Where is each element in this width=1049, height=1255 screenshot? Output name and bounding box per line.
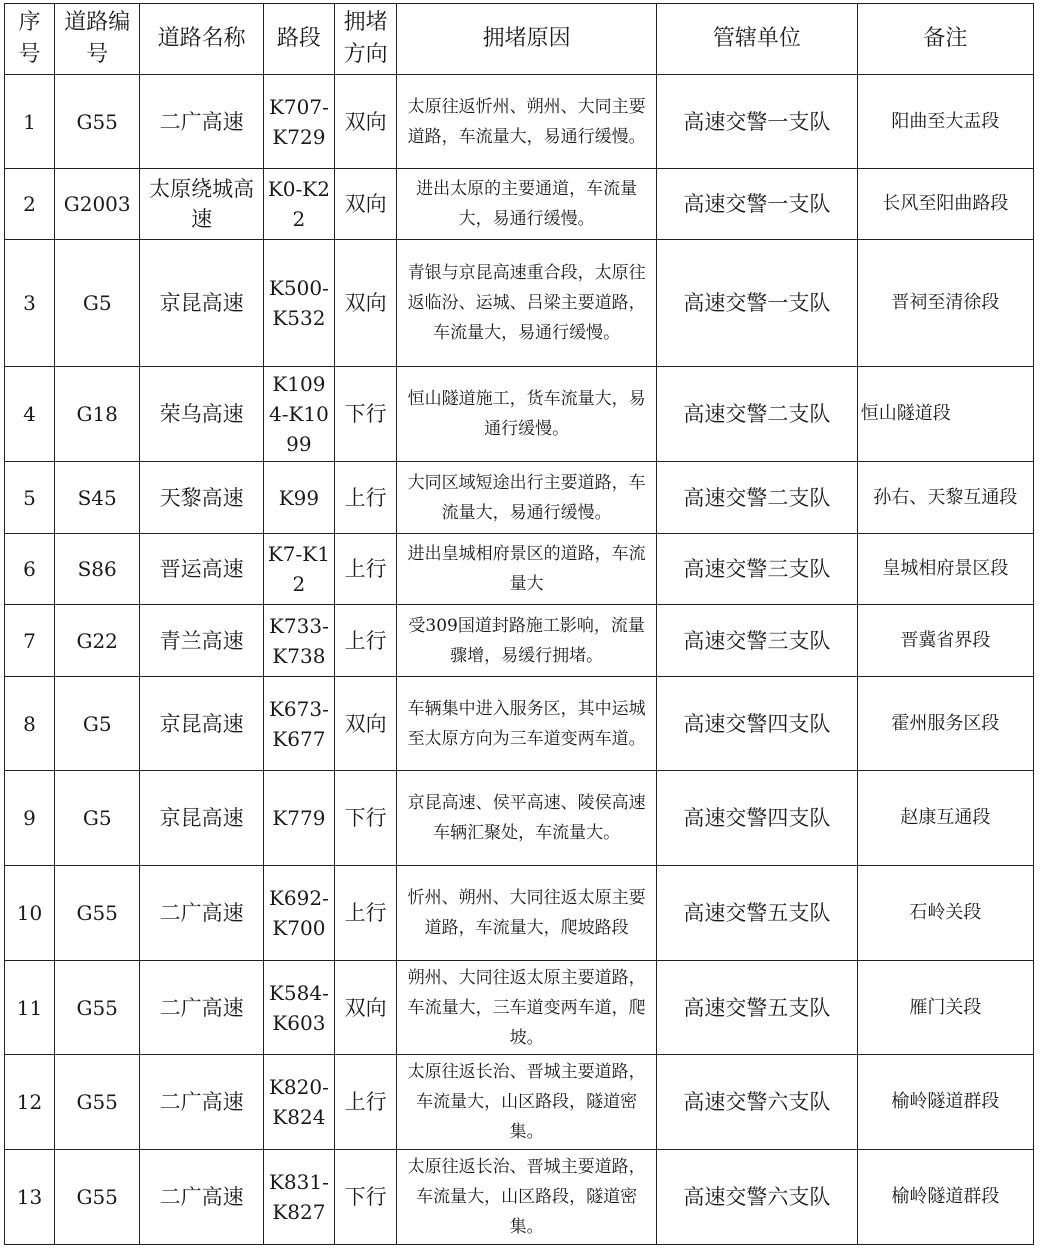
cell-no: 1 <box>5 75 55 169</box>
cell-no: 2 <box>5 169 55 240</box>
cell-unit: 高速交警一支队 <box>657 75 858 169</box>
cell-reason: 京昆高速、侯平高速、陵侯高速车辆汇聚处，车流量大。 <box>397 771 657 866</box>
cell-segment: K820-K824 <box>263 1055 334 1150</box>
cell-no: 13 <box>5 1150 55 1245</box>
cell-name: 二广高速 <box>140 1055 263 1150</box>
cell-note: 晋冀省界段 <box>857 605 1033 677</box>
cell-direction: 下行 <box>335 367 397 462</box>
cell-no: 10 <box>5 866 55 961</box>
cell-reason: 车辆集中进入服务区，其中运城至太原方向为三车道变两车道。 <box>397 677 657 771</box>
cell-direction: 下行 <box>335 771 397 866</box>
table-row <box>5 1055 1034 1150</box>
cell-note: 霍州服务区段 <box>857 677 1033 771</box>
cell-segment: K692-K700 <box>263 866 334 961</box>
cell-reason: 青银与京昆高速重合段，太原往返临汾、运城、吕梁主要道路，车流量大，易通行缓慢。 <box>397 240 657 367</box>
table-row <box>5 866 1034 961</box>
cell-note: 皇城相府景区段 <box>857 534 1033 605</box>
table-row <box>5 534 1034 605</box>
cell-segment: K831-K827 <box>263 1150 334 1245</box>
cell-direction: 双向 <box>335 75 397 169</box>
cell-unit: 高速交警四支队 <box>657 677 858 771</box>
cell-name: 天黎高速 <box>140 462 263 534</box>
table-row <box>5 240 1034 367</box>
header-code: 道路编号 <box>54 4 140 75</box>
cell-no: 4 <box>5 367 55 462</box>
cell-segment: K584-K603 <box>263 961 334 1055</box>
cell-code: G55 <box>54 1055 140 1150</box>
cell-unit: 高速交警五支队 <box>657 961 858 1055</box>
cell-note: 榆岭隧道群段 <box>857 1150 1033 1245</box>
table-row <box>5 169 1034 240</box>
cell-direction: 双向 <box>335 961 397 1055</box>
cell-direction: 下行 <box>335 1150 397 1245</box>
cell-unit: 高速交警五支队 <box>657 866 858 961</box>
cell-code: G18 <box>54 367 140 462</box>
cell-segment: K733-K738 <box>263 605 334 677</box>
cell-no: 5 <box>5 462 55 534</box>
cell-code: G5 <box>54 677 140 771</box>
cell-reason: 受309国道封路施工影响，流量骤增，易缓行拥堵。 <box>397 605 657 677</box>
cell-note: 雁门关段 <box>857 961 1033 1055</box>
header-no: 序号 <box>5 4 55 75</box>
header-note: 备注 <box>857 4 1033 75</box>
cell-note: 赵康互通段 <box>857 771 1033 866</box>
cell-name: 京昆高速 <box>140 677 263 771</box>
table-row <box>5 75 1034 169</box>
cell-code: G2003 <box>54 169 140 240</box>
table-row <box>5 605 1034 677</box>
cell-no: 8 <box>5 677 55 771</box>
cell-unit: 高速交警一支队 <box>657 169 858 240</box>
table-row <box>5 771 1034 866</box>
cell-name: 京昆高速 <box>140 771 263 866</box>
cell-note: 石岭关段 <box>857 866 1033 961</box>
cell-unit: 高速交警二支队 <box>657 367 858 462</box>
table-row <box>5 462 1034 534</box>
cell-name: 二广高速 <box>140 1150 263 1245</box>
cell-segment: K779 <box>263 771 334 866</box>
cell-code: G5 <box>54 240 140 367</box>
cell-no: 12 <box>5 1055 55 1150</box>
cell-reason: 太原往返忻州、朔州、大同主要道路，车流量大，易通行缓慢。 <box>397 75 657 169</box>
cell-no: 9 <box>5 771 55 866</box>
cell-code: G22 <box>54 605 140 677</box>
cell-code: S45 <box>54 462 140 534</box>
congestion-table <box>4 3 1034 1245</box>
cell-reason: 进出太原的主要通道，车流量大，易通行缓慢。 <box>397 169 657 240</box>
cell-direction: 双向 <box>335 240 397 367</box>
cell-direction: 上行 <box>335 534 397 605</box>
cell-direction: 双向 <box>335 169 397 240</box>
header-row <box>5 4 1034 75</box>
cell-note: 晋祠至清徐段 <box>857 240 1033 367</box>
cell-note: 阳曲至大盂段 <box>857 75 1033 169</box>
cell-direction: 双向 <box>335 677 397 771</box>
cell-name: 太原绕城高速 <box>140 169 263 240</box>
cell-no: 3 <box>5 240 55 367</box>
table-row <box>5 1150 1034 1245</box>
cell-segment: K500-K532 <box>263 240 334 367</box>
cell-unit: 高速交警四支队 <box>657 771 858 866</box>
cell-name: 荣乌高速 <box>140 367 263 462</box>
cell-name: 京昆高速 <box>140 240 263 367</box>
cell-unit: 高速交警三支队 <box>657 534 858 605</box>
cell-segment: K707-K729 <box>263 75 334 169</box>
header-direction: 拥堵方向 <box>335 4 397 75</box>
cell-name: 二广高速 <box>140 75 263 169</box>
cell-segment: K673-K677 <box>263 677 334 771</box>
cell-note: 长风至阳曲路段 <box>857 169 1033 240</box>
cell-code: S86 <box>54 534 140 605</box>
cell-note: 榆岭隧道群段 <box>857 1055 1033 1150</box>
cell-no: 11 <box>5 961 55 1055</box>
cell-unit: 高速交警六支队 <box>657 1150 858 1245</box>
header-unit: 管辖单位 <box>657 4 858 75</box>
header-segment: 路段 <box>263 4 334 75</box>
cell-unit: 高速交警三支队 <box>657 605 858 677</box>
cell-unit: 高速交警二支队 <box>657 462 858 534</box>
cell-reason: 太原往返长治、晋城主要道路，车流量大，山区路段，隧道密集。 <box>397 1055 657 1150</box>
cell-reason: 太原往返长治、晋城主要道路，车流量大，山区路段，隧道密集。 <box>397 1150 657 1245</box>
cell-no: 6 <box>5 534 55 605</box>
cell-code: G55 <box>54 961 140 1055</box>
cell-code: G55 <box>54 75 140 169</box>
cell-direction: 上行 <box>335 1055 397 1150</box>
cell-reason: 朔州、大同往返太原主要道路，车流量大，三车道变两车道，爬坡。 <box>397 961 657 1055</box>
cell-note: 恒山隧道段 <box>857 367 1033 462</box>
cell-reason: 进出皇城相府景区的道路，车流量大 <box>397 534 657 605</box>
cell-segment: K1094-K1099 <box>263 367 334 462</box>
cell-no: 7 <box>5 605 55 677</box>
header-reason: 拥堵原因 <box>397 4 657 75</box>
cell-code: G5 <box>54 771 140 866</box>
cell-code: G55 <box>54 866 140 961</box>
cell-segment: K7-K12 <box>263 534 334 605</box>
table-row <box>5 961 1034 1055</box>
table-row <box>5 677 1034 771</box>
cell-segment: K0-K22 <box>263 169 334 240</box>
cell-reason: 大同区域短途出行主要道路，车流量大，易通行缓慢。 <box>397 462 657 534</box>
cell-direction: 上行 <box>335 462 397 534</box>
cell-reason: 忻州、朔州、大同往返太原主要道路，车流量大，爬坡路段 <box>397 866 657 961</box>
cell-code: G55 <box>54 1150 140 1245</box>
cell-name: 晋运高速 <box>140 534 263 605</box>
cell-unit: 高速交警一支队 <box>657 240 858 367</box>
table-row <box>5 367 1034 462</box>
cell-name: 二广高速 <box>140 961 263 1055</box>
cell-direction: 上行 <box>335 866 397 961</box>
cell-direction: 上行 <box>335 605 397 677</box>
cell-segment: K99 <box>263 462 334 534</box>
cell-name: 青兰高速 <box>140 605 263 677</box>
cell-name: 二广高速 <box>140 866 263 961</box>
cell-note: 孙右、天黎互通段 <box>857 462 1033 534</box>
cell-reason: 恒山隧道施工，货车流量大，易通行缓慢。 <box>397 367 657 462</box>
cell-unit: 高速交警六支队 <box>657 1055 858 1150</box>
header-name: 道路名称 <box>140 4 263 75</box>
